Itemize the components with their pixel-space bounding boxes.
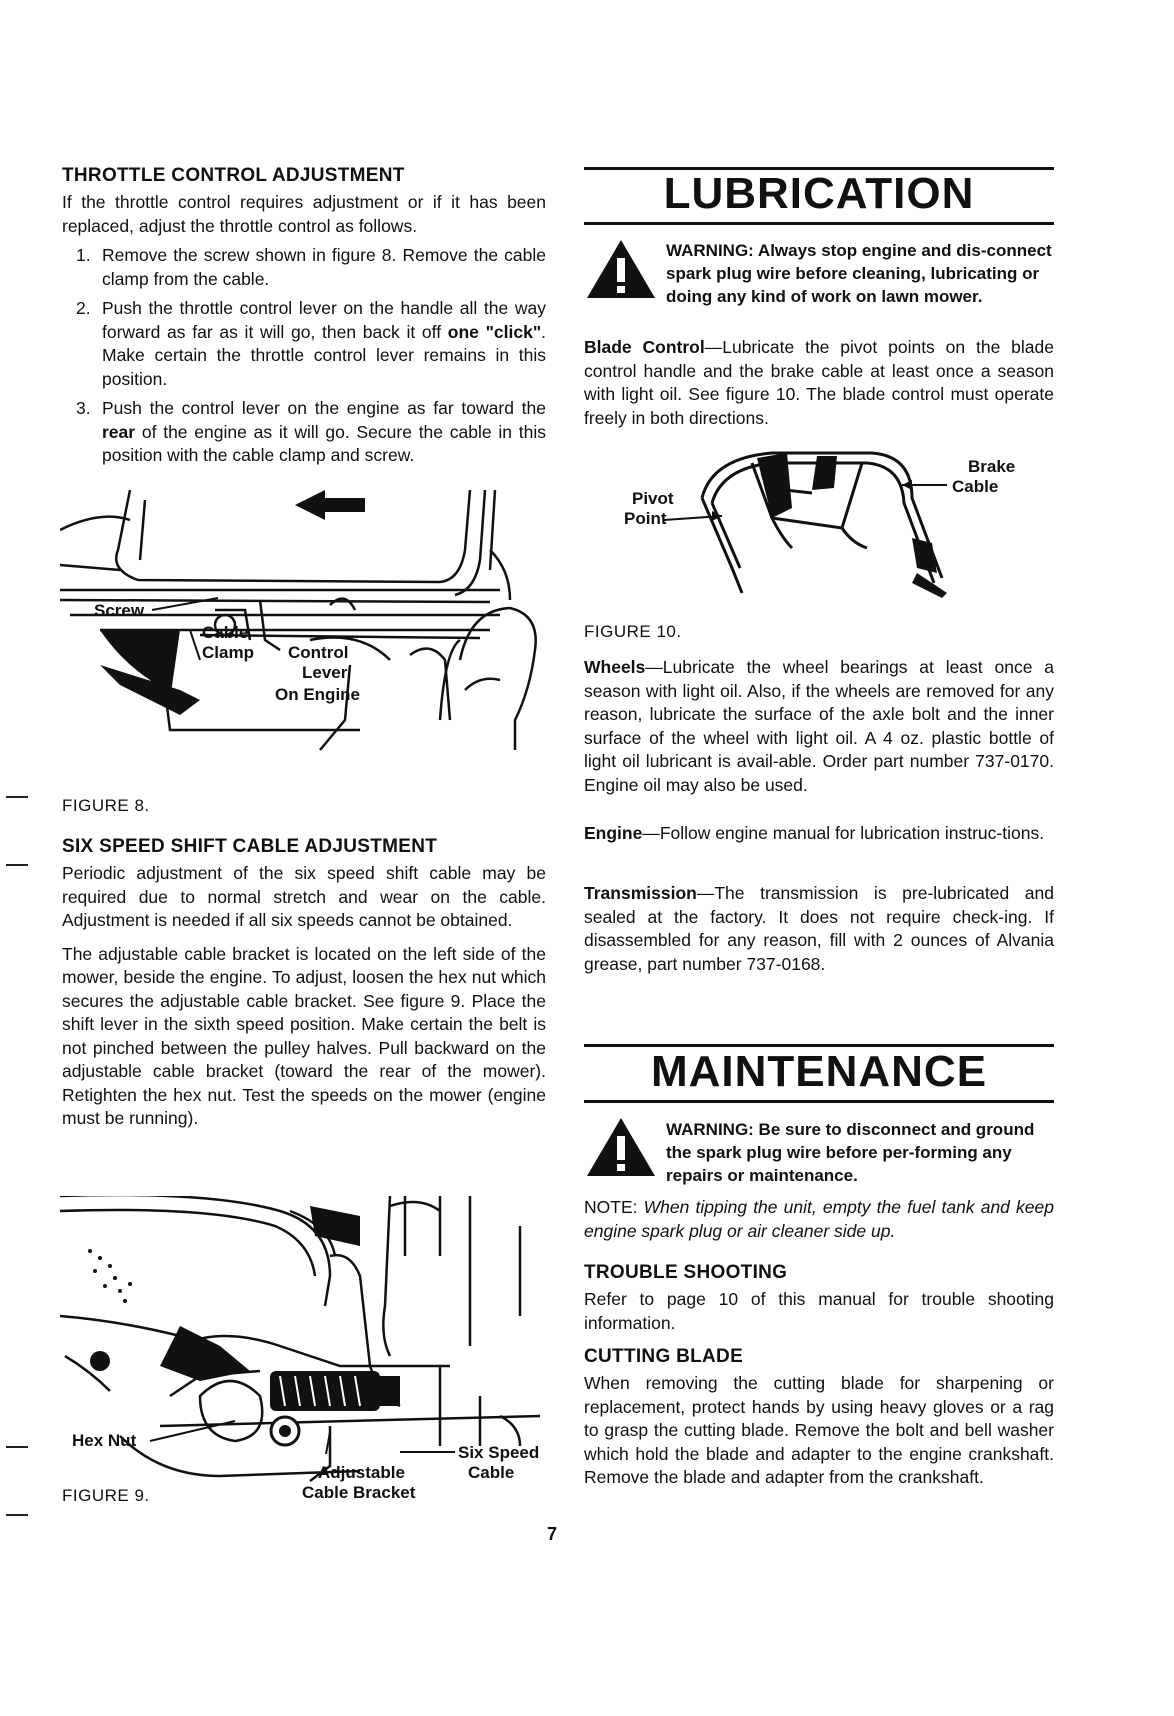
step-1: 1. Remove the screw shown in figure 8. Remove the cable clamp from the cable. [76, 245, 546, 289]
fig8-clamp-label: Clamp [202, 643, 254, 662]
step-3: 3. Push the control lever on the engine as far toward the rear of the engine as it will go. Secure the cable in this position with the cable clamp and screw. [76, 398, 546, 465]
page-number: 7 [547, 1524, 558, 1544]
fig8-screw-label: Screw [94, 601, 145, 620]
fig10-brake-label: Brake [968, 457, 1016, 476]
fig8-cable-label: Cable [202, 623, 249, 642]
left-column [62, 165, 546, 474]
margin-mark [6, 796, 28, 798]
engine-para: Engine—Follow engine manual for lubrication instruc-tions. [584, 823, 1045, 843]
six-speed-para-1: Periodic adjustment of the six speed shift cable may be required due to normal stretch and wear on the cable. Adjustment is needed if all six speeds cannot be obtained. [62, 863, 546, 930]
trouble-text: Refer to page 10 of this manual for trouble shooting information. [584, 1289, 1054, 1333]
six-speed-para-2: The adjustable cable bracket is located on the left side of the mower, beside the engine. To adjust, loosen the hex nut which secures the adjustable cable bracket. See figure 9. Place the shift lever in the sixth speed position. Make certain the belt is not pinched between the pulley halves. Pull backward on the adjustable cable bracket (toward the rear of the mower). Retighten the hex nut. Test the speeds on the mower (engine must be running). [62, 943, 546, 1128]
fig8-on-engine-label: On Engine [275, 685, 360, 704]
figure-10-illustration [612, 448, 1032, 598]
six-speed-heading: SIX SPEED SHIFT CABLE ADJUSTMENT [62, 836, 438, 857]
transmission-para: Transmission—The transmission is pre-lubricated and sealed at the factory. It does not require check-ing. If disassembled for any reason, fill with 2 ounces of Alvania grease, part number 737-0168. [584, 883, 1054, 974]
fig9-adjustable-label: Adjustable [318, 1463, 405, 1482]
maintenance-rule-bottom [584, 1100, 1054, 1103]
step-2: 2. Push the throttle control lever on the handle all the way forward as far as it will go, then back it off one "click". Make certain the throttle control lever remains in this position. [76, 298, 546, 389]
lubrication-warning: WARNING: Always stop engine and dis-connect spark plug wire before cleaning, lubricating or doing any kind of work on lawn mower. [666, 241, 1052, 306]
maintenance-title: MAINTENANCE [650, 1047, 988, 1096]
throttle-steps [62, 244, 546, 468]
figure-8-illustration [60, 490, 545, 780]
figure-9-caption: FIGURE 9. [62, 1486, 150, 1505]
fig10-pivot-label: Pivot [632, 489, 674, 508]
warning-triangle-icon [585, 1116, 657, 1178]
throttle-heading: THROTTLE CONTROL ADJUSTMENT [62, 165, 405, 186]
figure-8-caption: FIGURE 8. [62, 796, 150, 815]
throttle-intro: If the throttle control requires adjustment or if it has been replaced, adjust the throttle control as follows. [62, 192, 546, 236]
margin-mark [6, 864, 28, 866]
figure-9-illustration [60, 1196, 560, 1526]
margin-mark [6, 1514, 28, 1516]
fig8-control-label: Control [288, 643, 349, 662]
warning-triangle-icon [585, 238, 657, 300]
margin-mark [6, 1446, 28, 1448]
fig10-cable-label: Cable [952, 477, 999, 496]
fig9-cable-bracket-label: Cable Bracket [302, 1483, 416, 1502]
figure-10-caption: FIGURE 10. [584, 622, 682, 641]
cutting-section [584, 1346, 1054, 1490]
fig9-hex-nut-label: Hex Nut [72, 1431, 137, 1450]
trouble-heading: TROUBLE SHOOTING [584, 1262, 788, 1283]
blade-control-para: Blade Control—Lubricate the pivot points on the blade control handle and the brake cable at least once a season with light oil. See figure 10. The blade control must operate freely in both directions. [584, 337, 1054, 428]
lubrication-title: LUBRICATION [663, 169, 975, 218]
maintenance-note: NOTE: When tipping the unit, empty the fuel tank and keep engine spark plug or air cleaner side up. [584, 1197, 1054, 1241]
fig10-point-label: Point [624, 509, 667, 528]
fig9-cable-label: Cable [468, 1463, 515, 1482]
maintenance-warning: WARNING: Be sure to disconnect and ground the spark plug wire before per-forming any repairs or maintenance. [666, 1120, 1035, 1185]
six-speed-section [62, 836, 546, 1131]
fig9-six-speed-label: Six Speed [458, 1443, 540, 1462]
cutting-heading: CUTTING BLADE [584, 1346, 744, 1367]
lubrication-rule-bottom [584, 222, 1054, 225]
cutting-text: When removing the cutting blade for sharpening or replacement, protect hands by using heavy gloves or a rag to grasp the cutting blade. Remove the bolt and bell washer which hold the blade and adapter to the engine crankshaft. Remove the blade and adapter from the crankshaft. [584, 1373, 1054, 1487]
trouble-section [584, 1262, 1054, 1335]
wheels-para: Wheels—Lubricate the wheel bearings at least once a season with light oil. Also, if the wheels are removed for any reason, lubricate the surface of the axle bolt and the inner surface of the wheel with light oil. A 4 oz. plastic bottle of light oil lubricant is avail-able. Order part number 737-0170. Engine oil may also be used. [584, 657, 1054, 795]
fig8-lever-label: Lever [302, 663, 348, 682]
